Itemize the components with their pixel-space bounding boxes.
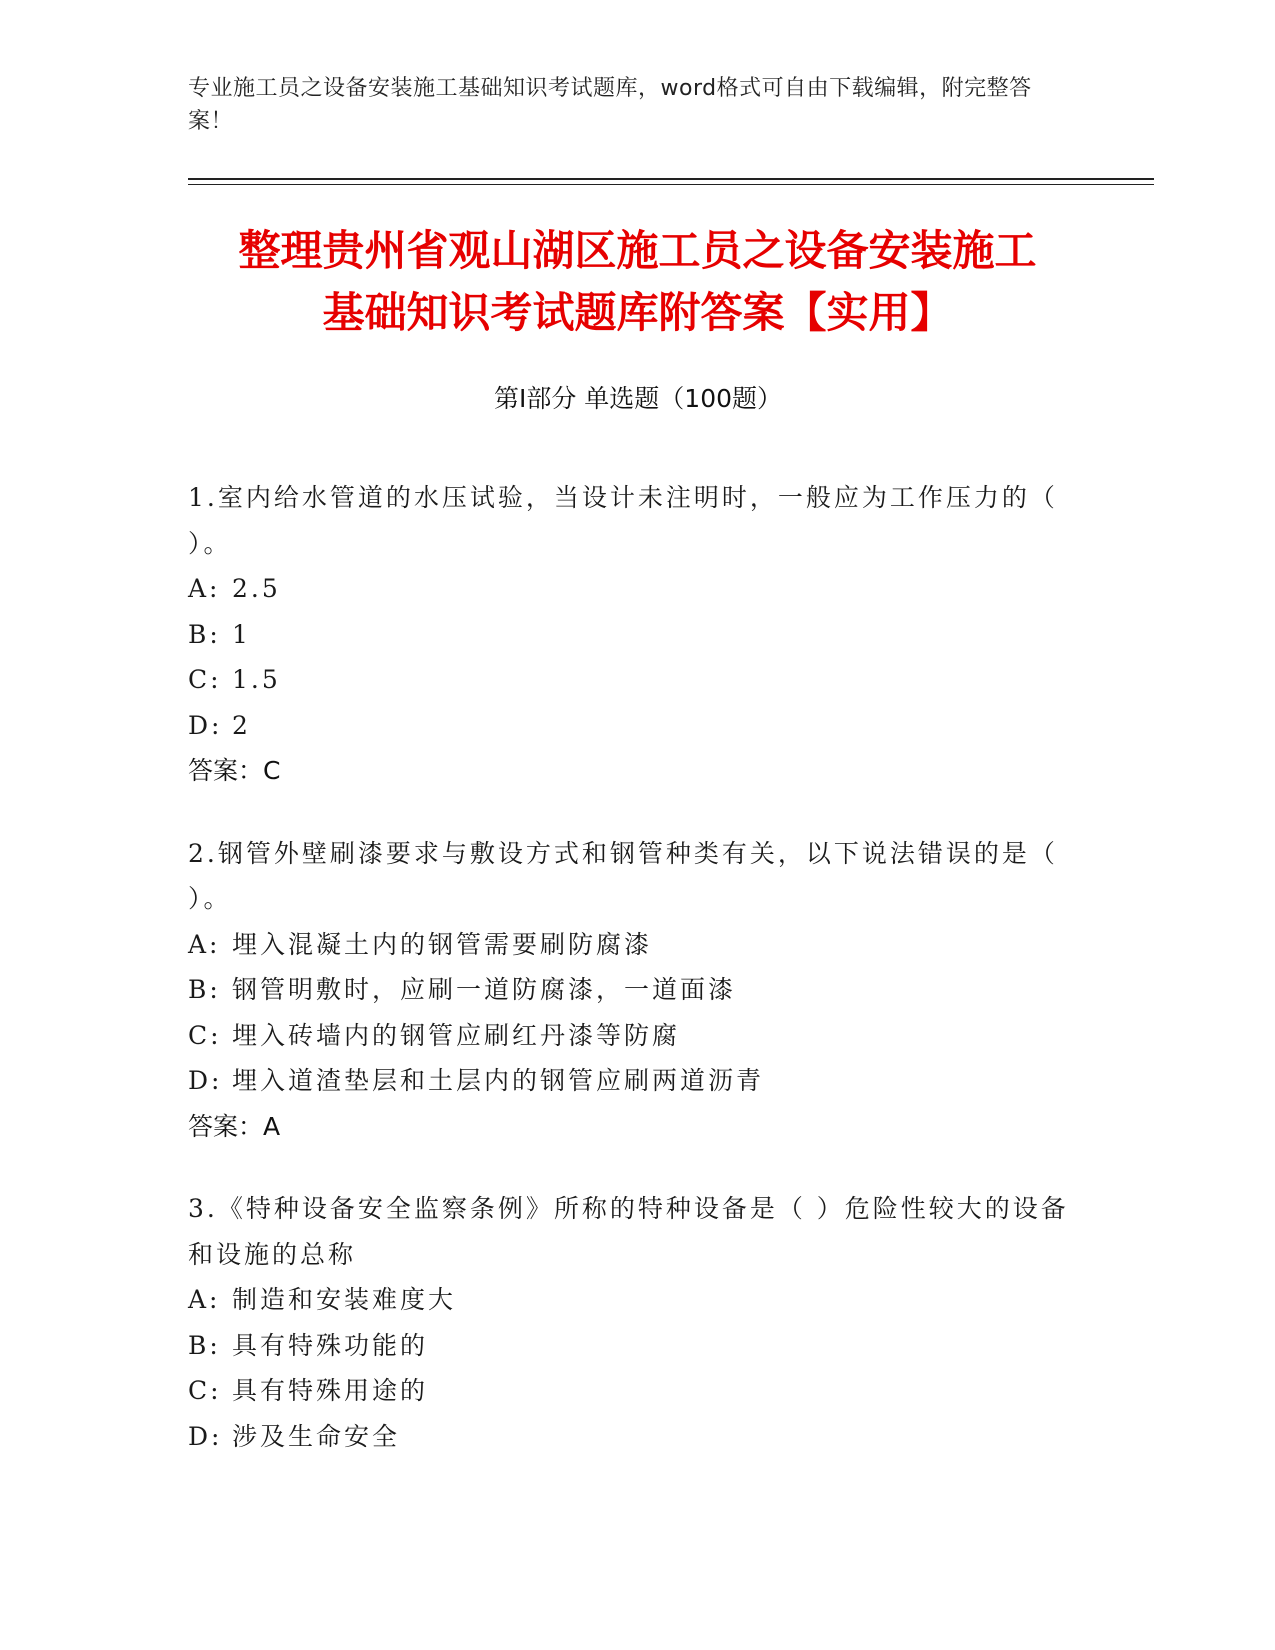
header-rule-thick	[188, 178, 1154, 180]
option-key: C:	[188, 1376, 222, 1405]
option-text: 1	[232, 619, 251, 649]
option-c	[188, 657, 1088, 703]
question-2	[188, 831, 1088, 1150]
option-key: D:	[188, 1421, 223, 1451]
option-text: 具有特殊用途的	[232, 1376, 429, 1405]
option-c	[188, 1013, 1088, 1059]
option-text: 涉及生命安全	[232, 1421, 401, 1451]
document-title-line-1: 整理贵州省观山湖区施工员之设备安装施工	[238, 226, 1037, 275]
option-d	[188, 703, 1088, 749]
question-text: 2.钢管外壁刷漆要求与敷设方式和钢管种类有关，以下说法错误的是（ ）。	[188, 838, 1058, 913]
option-text: 1.5	[232, 665, 281, 694]
option-key: A:	[188, 1285, 221, 1314]
option-key: B:	[188, 1330, 221, 1360]
option-key: B:	[188, 619, 221, 649]
option-text: 埋入砖墙内的钢管应刷红丹漆等防腐	[232, 1020, 681, 1050]
question-text: 1.室内给水管道的水压试验，当设计未注明时，一般应为工作压力的（ ）。	[188, 483, 1058, 558]
option-key: A:	[188, 929, 221, 959]
option-d	[188, 1414, 1088, 1460]
option-text: 2.5	[232, 574, 281, 603]
document-title	[160, 220, 1115, 344]
header-note: 专业施工员之设备安装施工基础知识考试题库，word格式可自由下载编辑，附完整答案！	[188, 76, 1032, 134]
option-d	[188, 1058, 1088, 1104]
document-title-line-2: 基础知识考试题库附答案【实用】	[322, 288, 953, 337]
option-text: 埋入混凝土内的钢管需要刷防腐漆	[232, 929, 653, 959]
section-title: 第Ⅰ部分 单选题（100题）	[493, 384, 783, 413]
option-key: D:	[188, 710, 223, 740]
question-list	[188, 475, 1088, 1496]
option-text: 钢管明敷时，应刷一道防腐漆，一道面漆	[232, 975, 737, 1004]
question-1	[188, 475, 1088, 794]
option-key: C:	[188, 1020, 222, 1050]
option-text: 2	[232, 710, 251, 740]
option-a	[188, 566, 1088, 612]
answer: 答案：C	[188, 756, 281, 785]
option-b	[188, 967, 1088, 1013]
option-key: A:	[188, 574, 221, 603]
option-c	[188, 1368, 1088, 1414]
question-3	[188, 1186, 1088, 1459]
option-key: D:	[188, 1066, 223, 1095]
question-text: 3.《特种设备安全监察条例》所称的特种设备是（ ）危险性较大的设备和设施的总称	[188, 1194, 1069, 1269]
option-text: 具有特殊功能的	[232, 1330, 429, 1360]
option-b	[188, 612, 1088, 658]
option-a	[188, 1277, 1088, 1323]
option-text: 埋入道渣垫层和土层内的钢管应刷两道沥青	[232, 1066, 765, 1095]
option-key: C:	[188, 665, 222, 694]
header-rule-thin	[188, 184, 1154, 185]
option-text: 制造和安装难度大	[232, 1285, 457, 1314]
answer: 答案：A	[188, 1111, 281, 1141]
option-key: B:	[188, 975, 221, 1004]
option-b	[188, 1323, 1088, 1369]
option-a	[188, 922, 1088, 968]
